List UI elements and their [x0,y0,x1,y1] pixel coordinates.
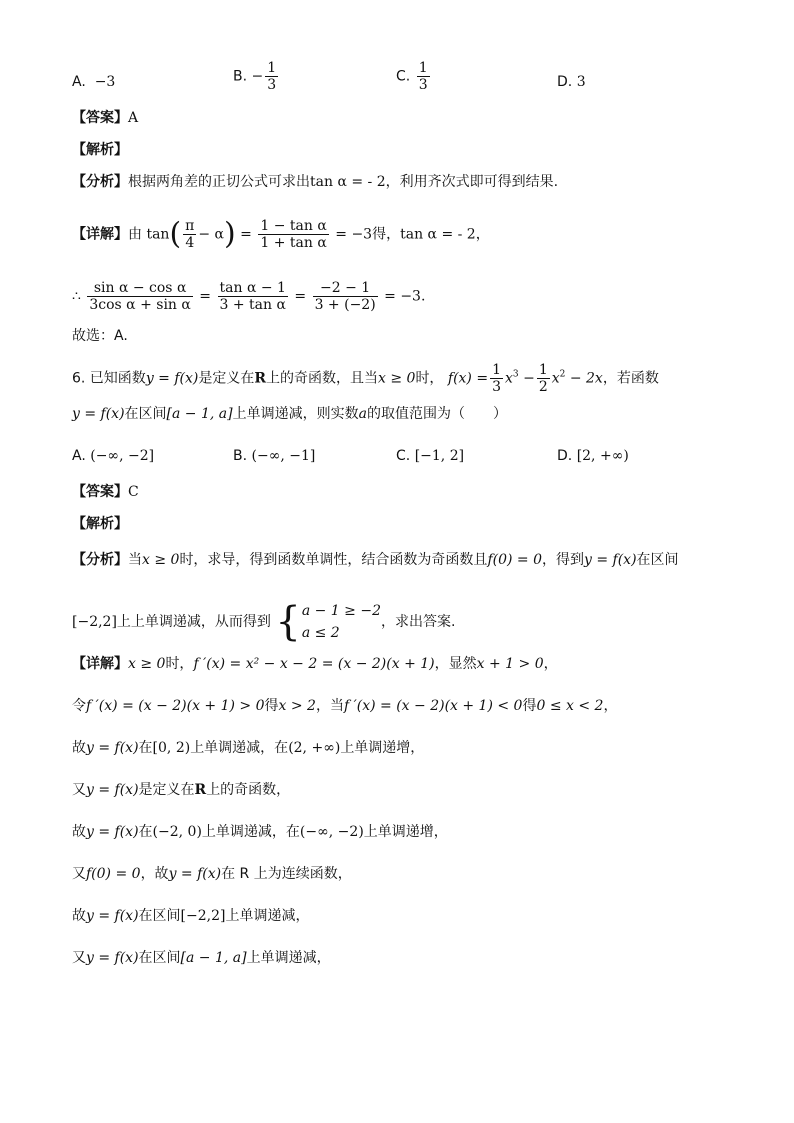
q5-therefore: ∴ $\frac{\text{sin α − cos α}}{\text{3cos α + sin α}}$ = $\frac{\text{tan α − 1}}{\text{3 + tan α}}$ = $\frac{-2 - 1}{3 + (-2)}$ = −3. [72,280,426,313]
q6-fenxi-line1 [72,550,679,570]
fraction-denominator: 4 [185,235,195,251]
q6-fenxi-line2 [72,600,455,644]
detail-text: 在 R 上为连续函数， [221,866,352,882]
stem-math: [a − 1, a] [166,406,233,422]
fenxi-math: x ≥ 0 [142,552,180,568]
q6-jiexi [72,514,128,534]
answer-tag: 【答案】 [72,110,128,126]
detail-text: 故 [72,824,86,840]
fenxi-math: tan α = - 2 [310,174,386,190]
stem-math: x ≥ 0 [378,370,416,387]
q6-stem-line1 [72,362,659,395]
stem-math: y = f(x) [72,406,125,422]
detail-math: [0, 2) [152,740,191,756]
detail-math: y = f(x) [86,740,139,756]
paren-open: ( [169,216,182,252]
real-set: R [194,782,207,798]
fenxi-text: 在区间 [636,552,679,568]
q6-detail-line6 [72,864,352,884]
option-label: B. [233,68,248,85]
therefore-symbol: ∴ [72,288,81,305]
detail-math: x + 1 > 0 [476,656,544,672]
fenxi-text: 上上单调递减，从而得到 [116,614,271,630]
q6-detail-line7 [72,906,309,926]
q6-option-b [233,446,315,466]
fraction-denominator: 3 + (−2) [314,297,376,313]
exponent: 2 [559,369,566,380]
fenxi-text: 根据两角差的正切公式可求出 [128,174,310,190]
exponent: 3 [512,369,519,380]
fraction-2 [218,280,288,313]
jiexi-tag: 【解析】 [72,142,128,158]
var-x: x [505,370,513,387]
detail-text: 又 [72,782,86,798]
fenxi-math: [−2,2] [72,614,117,630]
detail-text: 得， [372,226,401,243]
tan-fraction [258,218,328,251]
left-brace: { [275,599,301,645]
inequality-system [302,600,381,644]
detail-text: 故 [72,908,86,924]
detail-text: 得 [522,698,537,714]
fraction-numerator: tan α − 1 [219,280,286,296]
detail-math: y = f(x) [86,950,139,966]
detail-math: f(0) = 0 [86,866,141,882]
detail-text: 上单调递减，在 [190,740,289,756]
stem-text: 6. 已知函数 [72,370,146,387]
stem-text: 上的奇函数，且当 [266,370,378,387]
detail-math: (−2, 0) [152,824,202,840]
detail-text: ， [603,698,618,714]
detail-math: y = f(x) [86,908,139,924]
choose-text: 故选：A. [72,328,128,344]
one-half [537,362,550,395]
detail-math: y = f(x) [86,782,139,798]
detail-text: 得 [264,698,279,714]
detail-text: 上单调递减， [246,950,331,966]
fraction-numerator: −2 − 1 [313,280,378,297]
detail-math: x > 2 [278,698,316,714]
stem-math: y = f(x) [145,370,199,387]
detail-text: ，显然 [434,656,477,672]
detail-tag: 【详解】 [72,656,128,672]
stem-text: 上单调递减，则实数 [232,406,359,422]
q6-answer [72,482,139,502]
option-fraction [417,60,430,93]
detail-text: ，故 [140,866,169,882]
fenxi-text: 时，求导，得到函数单调性，结合函数为奇函数且 [179,552,488,568]
detail-text: 是定义在 [138,782,195,798]
fraction-3 [313,280,378,313]
q6-option-a [72,446,154,466]
stem-math: f(x) = [447,370,489,387]
stem-math: − 2x [569,370,603,387]
equation-value: = −3 [335,226,373,243]
q5-option-d [557,72,586,92]
detail-math: f ′(x) = (x − 2)(x + 1) > 0 [86,698,265,714]
option-label: A. [72,74,86,90]
option-value: (−∞, −1] [251,448,316,464]
answer-tag: 【答案】 [72,484,128,500]
detail-math: [a − 1, a] [180,950,247,966]
option-label: A. [72,448,86,464]
detail-text: ，当 [315,698,344,714]
tan-func: tan [146,226,170,243]
option-label: D. [557,448,573,464]
detail-text: 上的奇函数， [206,782,291,798]
detail-text: 上单调递减，在 [201,824,300,840]
detail-math: [−2,2] [180,908,226,924]
detail-math: y = f(x) [168,866,222,882]
q6-stem-line2 [72,404,507,424]
fraction-denominator: 2 [538,379,548,395]
answer-value: A [128,110,139,126]
stem-text: ，若函数 [602,370,659,387]
q6-detail-line2 [72,696,617,716]
detail-math: x ≥ 0 [128,656,166,672]
option-value: 3 [576,74,586,90]
var-a: a [358,406,367,422]
fraction-denominator: 3 [492,379,501,395]
q5-choose [72,326,128,346]
q6-detail-line4 [72,780,290,800]
paren-close: ) [224,216,236,252]
option-value: [−1, 2] [414,448,465,464]
detail-text: 在区间 [138,908,181,924]
fraction-numerator: 1 [492,362,501,378]
detail-text: 在 [138,824,153,840]
detail-text: 又 [72,866,86,882]
detail-math: (2, +∞) [288,740,341,756]
fenxi-tag: 【分析】 [72,174,128,190]
fraction-numerator: 1 [267,60,277,76]
detail-math: f ′(x) = (x − 2)(x + 1) < 0 [343,698,523,714]
detail-text: ， [543,656,558,672]
option-label: C. [396,448,411,464]
fenxi-text: ，得到 [542,552,584,568]
fraction-denominator: 3 [267,77,277,93]
inequality-2: a ≤ 2 [301,625,340,641]
fenxi-math: f(0) = 0 [487,552,542,568]
detail-text: 上单调递增， [340,740,425,756]
detail-text: 在 [138,740,153,756]
detail-text: 由 [128,226,142,243]
fraction-denominator: 3 + tan α [219,297,286,313]
fraction-numerator: sin α − cos α [87,280,192,297]
detail-tag: 【详解】 [72,226,128,243]
jiexi-tag: 【解析】 [72,516,128,532]
answer-value: C [128,484,139,500]
detail-math: (−∞, −2) [299,824,364,840]
q5-detail: 【详解】由 tan( $\frac{\pi}{4}$ − α) = $\frac{\text{1 − tan α}}{\text{1 + tan α}}$ = −3得，tan α = - 2， [72,216,490,252]
q6-detail-line8 [72,948,331,968]
real-set: R [254,370,266,387]
pi-over-4 [183,218,196,251]
q6-option-d [557,446,629,466]
fraction-denominator: 1 + tan α [260,235,327,251]
minus-alpha: − α [198,226,225,243]
stem-text: 的取值范围为（ ） [366,406,507,422]
q5-answer [72,108,138,128]
detail-text: 在区间 [138,950,181,966]
fraction-denominator: 3cos α + sin α [89,297,191,313]
detail-text: 上单调递减， [225,908,310,924]
stem-text: 在区间 [124,406,167,422]
option-value: [2, +∞) [576,448,629,464]
option-fraction [265,60,278,93]
fenxi-math: y = f(x) [584,552,637,568]
inequality-1: a − 1 ≥ −2 [301,603,381,619]
q5-option-b [233,60,280,93]
var-x: x [551,370,560,387]
one-third [490,362,503,395]
detail-result: tan α = - 2 [400,226,476,243]
option-label: B. [233,448,248,464]
fraction-numerator: 1 [538,362,548,378]
fraction-numerator: π [185,218,195,234]
q5-option-c [396,60,432,93]
option-label: D. [557,74,573,90]
fraction-numerator: 1 − tan α [260,218,327,234]
fraction-denominator: 3 [418,77,428,93]
q5-option-a [72,72,115,92]
detail-math: 0 ≤ x < 2 [536,698,604,714]
detail-math: f ′(x) = x² − x − 2 = (x − 2)(x + 1) [193,656,435,672]
q6-detail-line5 [72,822,448,842]
fenxi-text: ，求出答案. [380,614,456,630]
option-label: C. [396,68,411,85]
q5-fenxi [72,172,558,192]
fraction-1 [87,280,192,313]
option-sign: − [251,68,264,85]
q6-detail-line3 [72,738,424,758]
detail-math: y = f(x) [86,824,139,840]
fenxi-tag: 【分析】 [72,552,128,568]
detail-text: ， [475,226,490,243]
option-value: −3 [94,74,116,90]
detail-text: 故 [72,740,86,756]
detail-text: 又 [72,950,86,966]
detail-text: 令 [72,698,86,714]
stem-text: 是定义在 [198,370,255,387]
minus-sign: − [523,370,535,387]
fenxi-text: 当 [128,552,142,568]
option-value: (−∞, −2] [90,448,155,464]
fenxi-text: ，利用齐次式即可得到结果. [385,174,559,190]
q5-jiexi [72,140,128,160]
fraction-numerator: 1 [418,60,428,76]
stem-text: 时， [415,370,444,387]
q6-option-c [396,446,464,466]
detail-text: 上单调递增， [363,824,448,840]
detail-text: 时， [165,656,194,672]
therefore-result: = −3. [384,288,426,305]
q6-detail-line1 [72,654,558,674]
